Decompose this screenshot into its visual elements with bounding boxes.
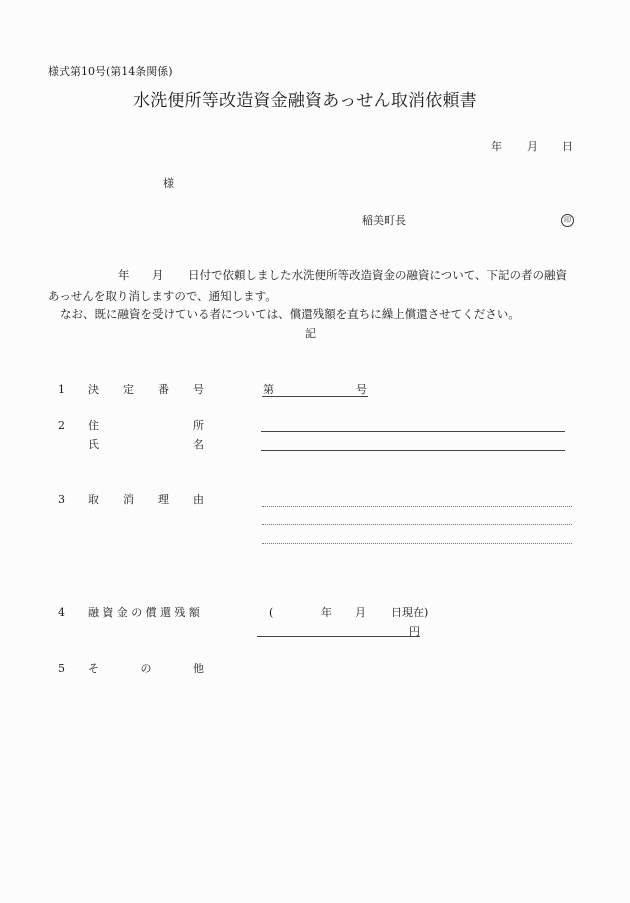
item-5-char: の [140,662,152,675]
item-1-char: 決 [88,383,99,396]
item-3-char: 由 [193,493,204,506]
item-1-char: 番 [158,383,169,396]
balance-year-label: 年 [321,606,332,619]
body-line-3: なお、既に融資を受けている者については、償還残額を直ちに繰上償還させてください。 [60,307,520,321]
item-2-number: 2 [58,419,65,432]
item-3-char: 消 [123,493,134,506]
seal-icon [561,214,574,227]
item-1-char: 定 [123,383,134,396]
address-label-char-1: 住 [88,419,99,432]
item-1-label [88,384,204,395]
form-number: 様式第10号(第14条関係) [48,65,173,78]
item-5-char: 他 [193,662,204,675]
decision-number-prefix: 第 [263,383,274,396]
item-1-char: 号 [193,383,204,396]
name-label-char-2: 名 [193,438,204,451]
cancel-reason-line-1[interactable] [262,506,572,507]
balance-month-label: 月 [355,606,366,619]
balance-as-of-label: 日現在) [391,606,429,619]
decision-number-field[interactable] [262,396,368,397]
sender-name: 稲美町長 [362,214,406,227]
decision-number-suffix: 号 [356,383,367,396]
body-month-label: 月 [152,268,164,282]
date-year-label: 年 [491,140,502,153]
item-5-label [88,663,204,674]
name-field[interactable] [261,450,565,451]
address-field[interactable] [261,431,565,432]
ki-heading: 記 [305,327,316,340]
item-3-label [88,494,204,505]
body-line-2: あっせんを取り消しますので、通知します。 [48,289,277,303]
balance-amount-field[interactable] [257,636,420,637]
address-label-char-2: 所 [193,419,204,432]
item-1-number: 1 [58,383,65,396]
addressee-suffix: 様 [163,177,174,190]
item-3-char: 理 [158,493,169,506]
document-title: 水洗便所等改造資金融資あっせん取消依頼書 [133,91,477,111]
seal-mark: 印 [564,216,571,224]
item-4-number: 4 [58,606,65,619]
name-label-char-1: 氏 [88,438,99,451]
balance-currency-label: 円 [409,625,420,638]
date-day-label: 日 [562,140,573,153]
item-5-number: 5 [58,662,65,675]
body-year-label: 年 [118,268,130,282]
cancel-reason-line-3[interactable] [262,543,572,544]
date-month-label: 月 [527,140,538,153]
item-5-char: そ [88,662,99,675]
body-line-1: 日付で依頼しました水洗便所等改造資金の融資について、下記の者の融資 [188,268,568,282]
item-3-number: 3 [58,493,65,506]
balance-paren-open: ( [269,606,274,619]
cancel-reason-line-2[interactable] [262,524,572,525]
item-4-label: 融資金の償還残額 [88,606,204,619]
item-3-char: 取 [88,493,99,506]
